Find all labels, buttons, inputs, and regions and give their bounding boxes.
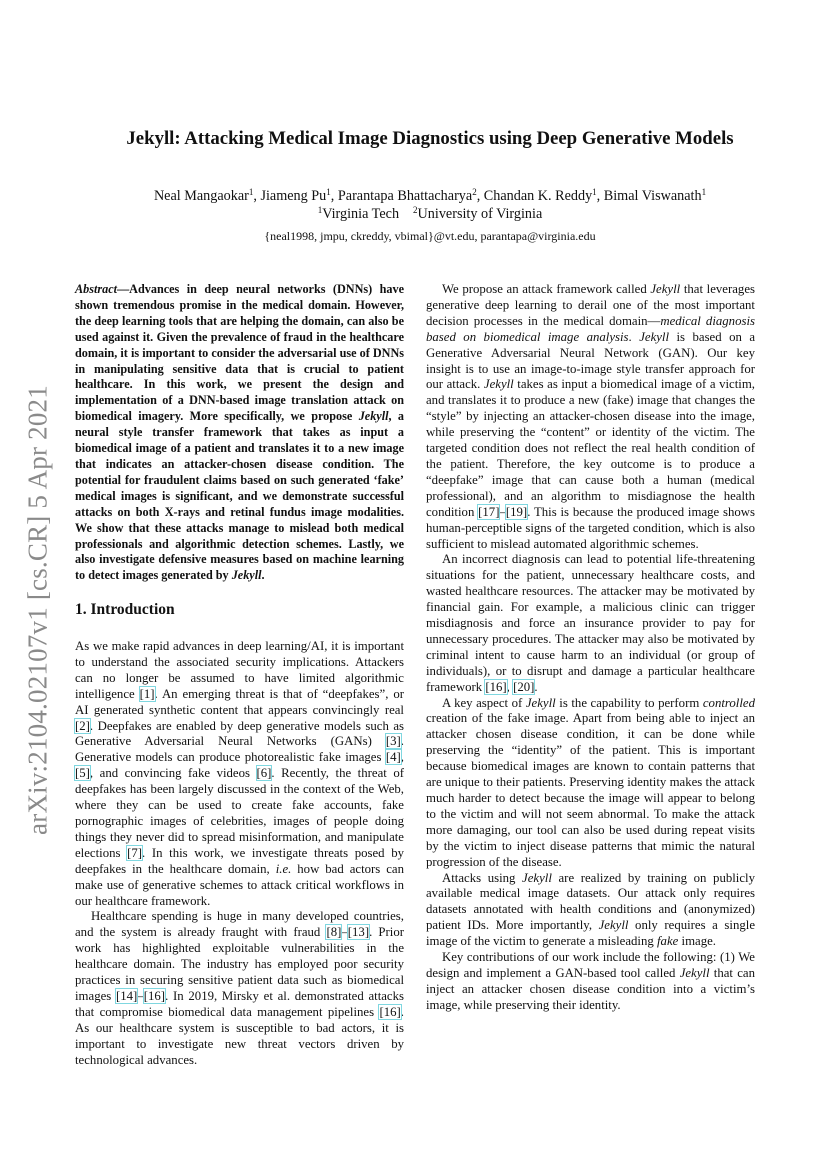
arxiv-stamp-text: arXiv:2104.02107v1 [cs.CR] 5 Apr 2021 <box>22 385 53 835</box>
citation-link[interactable]: [8] <box>326 925 342 940</box>
affiliation-name: Virginia Tech <box>322 206 400 222</box>
author-separator: , <box>596 188 604 204</box>
author-list <box>70 188 790 205</box>
abstract <box>75 282 404 584</box>
citation-link[interactable]: [14] <box>116 988 138 1003</box>
section-heading: 1. Introduction <box>75 601 175 618</box>
paragraph: Healthcare spending is huge in many developed countries, and the system is already fraught with fraud [8]–[13]. Prior work has highlighted exploitable vulnerabilities in the healthcare domain. The industry has employed poor security practices in securing sensitive patient data such as biomedical images [14]–[16]. In 2019, Mirsky et al. demonstrated attacks that compromise biomedical data management pipelines [16]. As our healthcare system is susceptible to bad actors, it is important to investigate new threat vectors driven by technological advances. <box>75 909 404 1067</box>
citation-link[interactable]: [1] <box>139 686 155 701</box>
abstract-text: . <box>261 568 265 583</box>
abstract-text: , a neural style transfer framework that takes as input a biomedical image of a patient and translates it to a new image that indicates an attacker-chosen disease condition. The potential for fraudulent claims based on such generated ‘fake’ medical images is significant, and we demonstrate successful attacks on both X-rays and retinal fundus image modalities. We show that these attacks manage to mislead both medical professionals and algorithmic detection schemes. Lastly, we also investigate defensive measures based on machine learning to detect images generated by <box>75 409 405 583</box>
affiliation-marker: 1 <box>326 187 331 197</box>
affiliations <box>70 206 790 223</box>
affiliation-marker: 2 <box>413 205 418 215</box>
right-column-body <box>426 282 755 1014</box>
paragraph: A key aspect of Jekyll is the capability to perform controlled creation of the fake image. Apart from being able to inject an attacker chosen disease condition, it can be done while preserving the “identity” of the patient. This is important because biomedical images are known to contain patterns that are unique to their patients. Preserving identity makes the attack much harder to detect because the image will appear to belong to the victim and will not seem abnormal. To make the attack more damaging, our tool can also be used during repeat visits by the victim to inject disease patterns that mimic the natural progression of the disease. <box>426 695 755 869</box>
author-name: Jiameng Pu <box>260 188 327 204</box>
citation-link[interactable]: [3] <box>385 734 401 749</box>
affiliation-name: University of Virginia <box>417 206 543 222</box>
affiliation-marker: 1 <box>317 205 323 215</box>
citation-link[interactable]: [2] <box>75 718 90 733</box>
paragraph: As we make rapid advances in deep learning/AI, it is important to understand the associated security implications. Attackers can no longer be assumed to have limited algorithmic intelligence [1]. An emerging threat is that of “deepfakes”, or AI generated synthetic content that appears convincingly real [2]. Deepfakes are enabled by deep generative models such as Generative Adversarial Neural Networks (GANs) [3]. Generative models can produce photorealistic fake images [4], [5], and convincing fake videos [6]. Recently, the threat of deepfakes has been largely discussed in the context of the Web, where they can be used to create fake accounts, fake pornographic images of celebrities, images of people doing things they never did to spread misinformation, and manipulate elections [7]. In this work, we investigate threats posed by deepfakes in the healthcare domain, i.e. how bad actors can make use of generative schemes to attack critical workflows in our healthcare framework. <box>75 639 404 908</box>
citation-link[interactable]: [19] <box>505 504 528 519</box>
citation-link[interactable]: [4] <box>385 750 401 765</box>
author-name: Bimal Viswanath <box>603 188 702 204</box>
citation-link[interactable]: [16] <box>143 988 166 1003</box>
author-separator: , <box>253 188 261 204</box>
author-name: Parantapa Bhattacharya <box>337 188 473 204</box>
citation-link[interactable]: [16] <box>379 1004 401 1019</box>
abstract-text: —Advances in deep neural networks (DNNs) have shown tremendous promise in the medical domain. However, the deep learning tools that are helping the domain, can also be used against it. Given the prevalence of fraud in the healthcare domain, it is important to consider the adversarial use of DNNs in manipulating sensitive data that is crucial to patient healthcare. In this work, we present the design and implementation of a DNN-based image translation attack on biomedical imagery. More specifically, we propose <box>75 282 404 424</box>
abstract-emphasis: Jekyll <box>231 568 262 583</box>
abstract-label: Abstract <box>75 282 117 296</box>
author-name: Chandan K. Reddy <box>483 188 593 204</box>
citation-link[interactable]: [17] <box>478 504 500 519</box>
abstract-emphasis: Jekyll <box>358 409 389 424</box>
author-emails: {neal1998, jmpu, ckreddy, vbimal}@vt.edu, parantapa@virginia.edu <box>264 229 596 243</box>
citation-link[interactable]: [20] <box>513 679 535 694</box>
citation-link[interactable]: [13] <box>347 925 370 940</box>
left-column-body <box>75 639 404 1068</box>
paragraph: An incorrect diagnosis can lead to potential life-threatening situations for the patient, unnecessary healthcare costs, and wasted healthcare resources. The attacker may be motivated by financial gain. For example, a malicious clinic can trigger misdiagnosis and force an insurance provider to pay for unnecessary procedures. The attacker may also be motivated by criminal intent to cause harm to an individual (or group of individuals), or to disrupt and damage a particular healthcare framework [16], [20]. <box>426 552 755 694</box>
arxiv-stamp <box>18 370 58 850</box>
affiliation-marker: 2 <box>472 187 477 197</box>
affiliation-marker: 1 <box>248 187 254 197</box>
affiliation-marker: 1 <box>592 187 597 197</box>
paragraph: Key contributions of our work include the following: (1) We design and implement a GAN-based tool called Jekyll that can inject an attacker chosen disease condition into a victim’s image, while preserving their identity. <box>426 950 755 1012</box>
paragraph: Attacks using Jekyll are realized by training on publicly available medical image datasets. Our attack only requires datasets annotated with health conditions and (anonymized) patient IDs. More importantly, Jekyll only requires a single image of the victim to generate a misleading fake image. <box>426 870 755 949</box>
citation-link[interactable]: [16] <box>485 679 507 694</box>
citation-link[interactable]: [6] <box>256 766 272 781</box>
author-name: Neal Mangaokar <box>153 188 249 204</box>
citation-link[interactable]: [7] <box>127 845 143 860</box>
paragraph: We propose an attack framework called Jekyll that leverages generative deep learning to derail one of the most important decision processes in the medical domain—medical diagnosis based on biomedical image analysis. Jekyll is based on a Generative Adversarial Neural Network (GAN). Our key insight is to use an image-to-image style transfer approach for our attack. Jekyll takes as input a biomedical image of a victim, and translates it to produce a new (fake) image that changes the “style” by injecting an attacker-chosen disease into the image, while preserving the “content” or identity of the victim. The targeted condition does not reflect the real health condition of the patient. Therefore, the key outcome is to produce a “deepfake” image that can cause both a human (medical professional), and an algorithm to misdiagnose the health condition [17]–[19]. This is because the produced image shows human-perceptible signs of the targeted condition, which is also sufficient to mislead automated algorithmic schemes. <box>426 282 755 551</box>
paper-title: Jekyll: Attacking Medical Image Diagnostics using Deep Generative Models <box>126 128 734 149</box>
author-separator: , <box>330 188 338 204</box>
affiliation-marker: 1 <box>701 187 707 197</box>
citation-link[interactable]: [5] <box>75 766 90 781</box>
author-separator: , <box>476 188 484 204</box>
